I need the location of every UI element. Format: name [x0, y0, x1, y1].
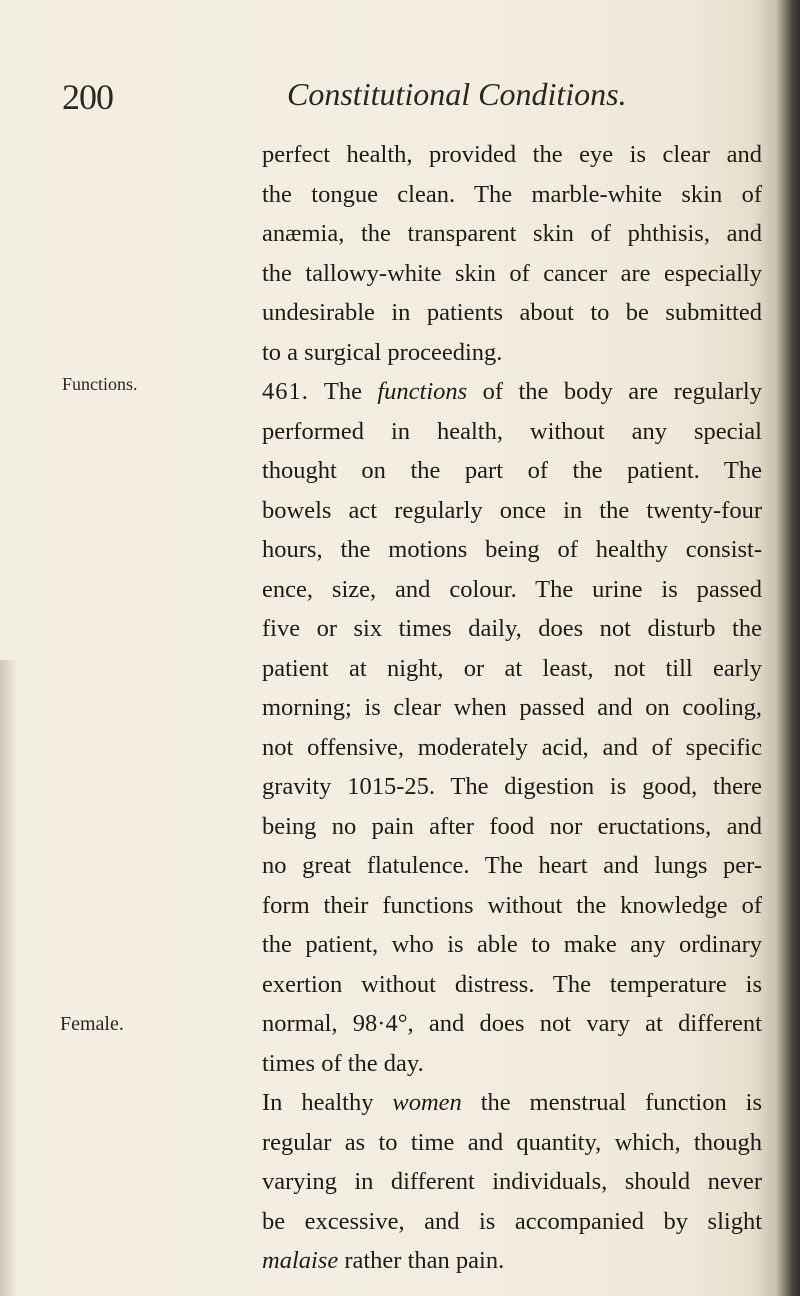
text-line: the patient, who is able to make any ordinary: [262, 931, 762, 958]
text-line: times of the day.: [262, 1049, 424, 1077]
text-line: five or six times daily, does not disturb the: [262, 615, 762, 642]
text-line: be excessive, and is accompanied by slight: [262, 1207, 762, 1235]
text-segment: rather than pain.: [338, 1247, 505, 1274]
text-line-last: [262, 1241, 762, 1281]
text-segment: In healthy: [262, 1089, 393, 1116]
text-line: varying in different individuals, should never: [262, 1168, 762, 1195]
text-line: to a surgical proceeding.: [262, 338, 503, 366]
text-line: ence, size, and colour. The urine is passed: [262, 575, 762, 603]
text-line: the tallowy-white skin of cancer are especially: [262, 259, 762, 287]
text-line: performed in health, without any special: [262, 417, 762, 445]
text-line: exertion without distress. The temperature is: [262, 970, 762, 998]
paragraph-female-first-line: [262, 1083, 762, 1123]
text-segment: The: [308, 378, 378, 405]
text-line: thought on the part of the patient. The: [262, 457, 762, 484]
body-text: [262, 135, 762, 1281]
page-header: [0, 76, 800, 126]
text-line: the tongue clean. The marble-white skin of: [262, 180, 762, 208]
sidenote-functions: Functions.: [62, 374, 138, 394]
sidenote-female: Female.: [60, 1013, 124, 1035]
text-line: being no pain after food nor eructations, and: [262, 812, 762, 840]
text-line: bowels act regularly once in the twenty-four: [262, 496, 762, 524]
italic-term: malaise: [262, 1247, 339, 1274]
text-line: no great flatulence. The heart and lungs per-: [262, 852, 762, 879]
italic-term: women: [392, 1089, 462, 1116]
text-line: morning; is clear when passed and on cooling,: [262, 694, 762, 721]
paragraph-number: 461.: [262, 378, 309, 405]
text-line: undesirable in patients about to be submitted: [262, 299, 762, 326]
page-gutter-shadow: [0, 660, 18, 1296]
text-line: regular as to time and quantity, which, though: [262, 1128, 762, 1156]
page-number: 200: [62, 77, 113, 117]
text-line: not offensive, moderately acid, and of specific: [262, 733, 762, 761]
text-segment: of the body are regularly: [467, 378, 762, 405]
text-line: patient at night, or at least, not till early: [262, 654, 762, 682]
text-segment: the menstrual function is: [461, 1089, 762, 1116]
text-line: perfect health, provided the eye is clear and: [262, 141, 762, 168]
text-line: hours, the motions being of healthy consist-: [262, 536, 762, 563]
italic-term: functions: [377, 378, 468, 405]
running-title: Constitutional Conditions.: [287, 76, 627, 112]
text-line: anæmia, the transparent skin of phthisis, and: [262, 220, 762, 247]
text-line: form their functions without the knowledge of: [262, 891, 762, 919]
paragraph-461-first-line: [262, 372, 762, 412]
text-line: normal, 98·4°, and does not vary at different: [262, 1010, 762, 1037]
text-line: gravity 1015-25. The digestion is good, there: [262, 773, 762, 800]
